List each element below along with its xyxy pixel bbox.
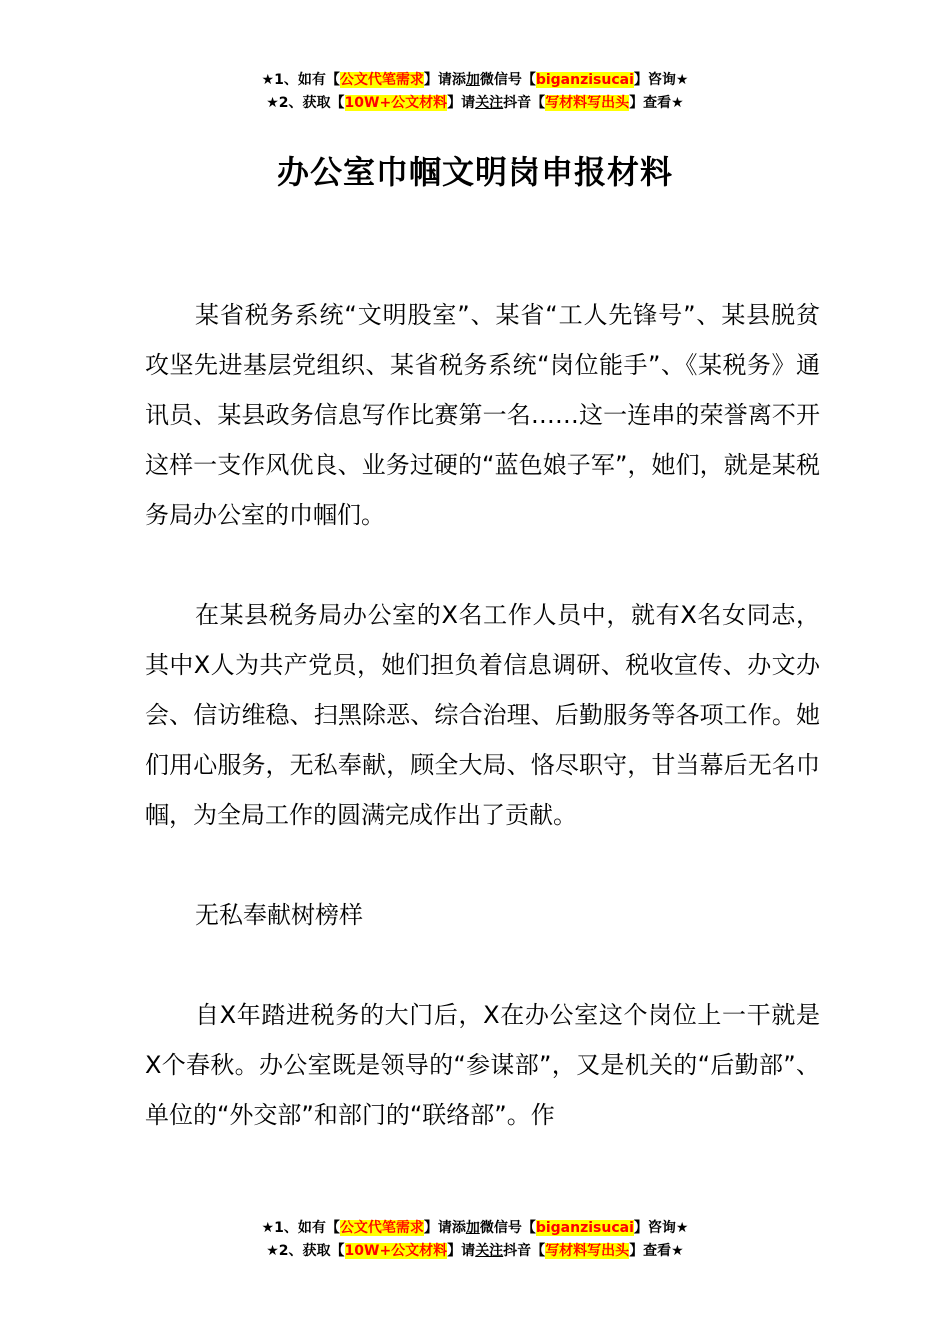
- header-banner: [0, 69, 950, 115]
- banner-line-2: ★2、获取【10W+公文材料】请关注抖音【写材料写出头】查看★: [266, 1243, 684, 1259]
- banner-highlight: biganzisucai: [535, 1220, 634, 1236]
- banner-highlight: 公文代笔需求: [339, 72, 424, 88]
- banner-line-2: ★2、获取【10W+公文材料】请关注抖音【写材料写出头】查看★: [266, 95, 684, 111]
- banner-highlight: 写材料写出头: [545, 95, 630, 111]
- paragraph: 自X年踏进税务的大门后，X在办公室这个岗位上一干就是X个春秋。办公室既是领导的“参谋部”，又是机关的“后勤部”、单位的“外交部”和部门的“联络部”。作: [145, 1001, 820, 1129]
- footer-banner: [0, 1217, 950, 1263]
- document-title: 办公室巾帼文明岗申报材料: [276, 153, 673, 191]
- banner-highlight: 10W+公文材料: [344, 95, 448, 111]
- banner-line-1: ★1、如有【公文代笔需求】请添加微信号【biganzisucai】咨询★: [261, 1220, 689, 1236]
- document-body: [145, 290, 820, 1190]
- paragraph: 在某县税务局办公室的X名工作人员中，就有X名女同志，其中X人为共产党员，她们担负着信息调研、税收宣传、办文办会、信访维稳、扫黑除恶、综合治理、后勤服务等各项工作。她们用心服务，无私奉献，顾全大局、恪尽职守，甘当幕后无名巾帼，为全局工作的圆满完成作出了贡献。: [145, 601, 820, 829]
- banner-highlight: 10W+公文材料: [344, 1243, 448, 1259]
- banner-highlight: biganzisucai: [535, 72, 634, 88]
- banner-highlight: 写材料写出头: [545, 1243, 630, 1259]
- banner-line-1: ★1、如有【公文代笔需求】请添加微信号【biganzisucai】咨询★: [261, 72, 689, 88]
- paragraph: 某省税务系统“文明股室”、某省“工人先锋号”、某县脱贫攻坚先进基层党组织、某省税务系统“岗位能手”、《某税务》通讯员、某县政务信息写作比赛第一名……这一连串的荣誉离不开这样一支作风优良、业务过硬的“蓝色娘子军”，她们，就是某税务局办公室的巾帼们。: [145, 301, 820, 529]
- section-heading: 无私奉献树榜样: [195, 901, 363, 929]
- banner-highlight: 公文代笔需求: [339, 1220, 424, 1236]
